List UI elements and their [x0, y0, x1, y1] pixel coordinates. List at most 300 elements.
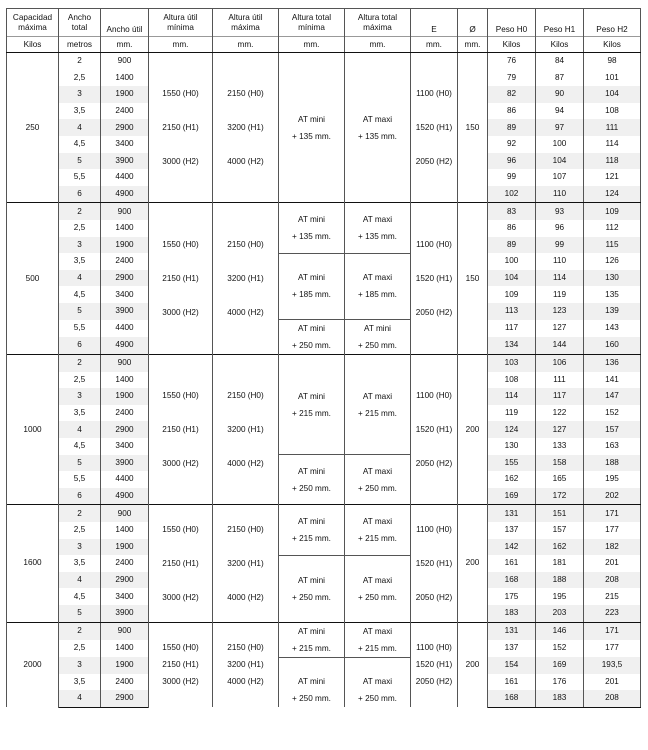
altura-min-h2: 3000 (H2): [162, 677, 199, 687]
peso-h1-cell: 119: [536, 286, 584, 303]
header-altura-total-maxima: Altura total máxima: [345, 9, 411, 37]
e-h1: 1520 (H1): [415, 660, 453, 670]
at-mini-offset: + 215 mm.: [292, 533, 331, 543]
altura-max-h1: 3200 (H1): [227, 123, 264, 133]
peso-h0-cell: 92: [488, 136, 536, 153]
e-h1: 1520 (H1): [415, 123, 453, 133]
ancho-util-cell: 2900: [101, 421, 149, 438]
at-mini-offset: + 250 mm.: [292, 592, 331, 602]
altura-max-h1: 3200 (H1): [227, 660, 264, 670]
e-h2: 2050 (H2): [415, 459, 453, 469]
peso-h2-cell: 223: [584, 605, 641, 622]
unit-diametro: mm.: [458, 37, 488, 53]
altura-max-h0: 2150 (H0): [227, 89, 264, 99]
ancho-util-cell: 3400: [101, 438, 149, 455]
peso-h0-cell: 102: [488, 186, 536, 203]
header-peso-h2: Peso H2: [584, 9, 641, 37]
ancho-util-cell: 1900: [101, 388, 149, 405]
ancho-total-cell: 3: [59, 237, 101, 254]
peso-h2-cell: 115: [584, 237, 641, 254]
peso-h2-cell: 118: [584, 153, 641, 170]
at-maxi-offset: + 215 mm.: [358, 643, 397, 653]
peso-h1-cell: 114: [536, 270, 584, 287]
table-row: [7, 505, 641, 522]
at-maxi-label: AT maxi: [362, 626, 393, 636]
peso-h1-cell: 165: [536, 471, 584, 488]
ancho-total-cell: 6: [59, 488, 101, 505]
peso-h2-cell: 130: [584, 270, 641, 287]
e-h0: 1100 (H0): [416, 89, 452, 99]
peso-h1-cell: 162: [536, 539, 584, 556]
peso-h2-cell: 208: [584, 690, 641, 707]
peso-h0-cell: 76: [488, 53, 536, 70]
ancho-util-cell: 900: [101, 355, 149, 372]
ancho-total-cell: 2,5: [59, 372, 101, 389]
ancho-total-cell: 4,5: [59, 286, 101, 303]
e-h1: 1520 (H1): [415, 425, 453, 435]
altura-min-h1: 2150 (H1): [162, 274, 199, 284]
e-h2: 2050 (H2): [415, 677, 453, 687]
ancho-util-cell: 900: [101, 53, 149, 70]
altura-total-minima-cell: [279, 622, 345, 657]
ancho-total-cell: 3,5: [59, 674, 101, 691]
peso-h0-cell: 154: [488, 657, 536, 674]
ancho-total-cell: 5: [59, 455, 101, 472]
ancho-total-cell: 4: [59, 270, 101, 287]
unit-capacidad: Kilos: [7, 37, 59, 53]
altura-util-maxima-cell: [213, 622, 279, 707]
peso-h0-cell: 96: [488, 153, 536, 170]
ancho-util-cell: 3400: [101, 588, 149, 605]
at-maxi-offset: + 135 mm.: [358, 131, 397, 141]
peso-h1-cell: 111: [536, 372, 584, 389]
table-row: [7, 555, 641, 572]
altura-util-minima-cell: [149, 203, 213, 355]
ancho-util-cell: 3900: [101, 153, 149, 170]
peso-h2-cell: 152: [584, 405, 641, 422]
ancho-total-cell: 5,5: [59, 169, 101, 186]
peso-h2-cell: 121: [584, 169, 641, 186]
e-h0: 1100 (H0): [416, 643, 452, 653]
at-mini-offset: + 215 mm.: [292, 643, 331, 653]
ancho-util-cell: 4900: [101, 337, 149, 355]
altura-total-minima-cell: [279, 657, 345, 707]
altura-max-h2: 4000 (H2): [227, 677, 264, 687]
altura-max-h1: 3200 (H1): [227, 425, 264, 435]
ancho-total-cell: 2,5: [59, 640, 101, 657]
at-maxi-label: AT maxi: [362, 214, 393, 224]
ancho-util-cell: 4900: [101, 186, 149, 203]
at-maxi-offset: + 250 mm.: [358, 592, 397, 602]
header-peso-h1: Peso H1: [536, 9, 584, 37]
altura-min-h1: 2150 (H1): [162, 660, 199, 670]
peso-h0-cell: 82: [488, 86, 536, 103]
peso-h2-cell: 188: [584, 455, 641, 472]
peso-h2-cell: 104: [584, 86, 641, 103]
altura-min-h2: 3000 (H2): [162, 592, 199, 602]
peso-h0-cell: 137: [488, 522, 536, 539]
peso-h1-cell: 90: [536, 86, 584, 103]
ancho-util-cell: 1900: [101, 539, 149, 556]
peso-h1-cell: 183: [536, 690, 584, 707]
altura-total-maxima-cell: [345, 622, 411, 657]
at-mini-label: AT mini: [298, 273, 325, 283]
peso-h1-cell: 123: [536, 303, 584, 320]
capacity-spec-table: [6, 8, 641, 708]
capacity-cell: 500: [7, 203, 59, 355]
ancho-total-cell: 3,5: [59, 555, 101, 572]
peso-h0-cell: 119: [488, 405, 536, 422]
peso-h1-cell: 117: [536, 388, 584, 405]
peso-h2-cell: 101: [584, 70, 641, 87]
ancho-total-cell: 3: [59, 657, 101, 674]
ancho-total-cell: 2: [59, 355, 101, 372]
header-ancho-util: Ancho útil: [101, 9, 149, 37]
at-mini-label: AT mini: [298, 324, 325, 333]
e-h1: 1520 (H1): [415, 558, 453, 568]
peso-h0-cell: 89: [488, 119, 536, 136]
ancho-util-cell: 2400: [101, 555, 149, 572]
ancho-total-cell: 5: [59, 605, 101, 622]
peso-h1-cell: 97: [536, 119, 584, 136]
ancho-util-cell: 1400: [101, 522, 149, 539]
e-h2: 2050 (H2): [415, 592, 453, 602]
ancho-total-cell: 3,5: [59, 253, 101, 270]
peso-h0-cell: 131: [488, 622, 536, 640]
peso-h1-cell: 104: [536, 153, 584, 170]
altura-total-minima-cell: [279, 355, 345, 455]
altura-total-maxima-cell: [345, 253, 411, 319]
e-cell: [411, 622, 458, 707]
peso-h0-cell: 124: [488, 421, 536, 438]
peso-h0-cell: 175: [488, 588, 536, 605]
peso-h1-cell: 107: [536, 169, 584, 186]
peso-h2-cell: 141: [584, 372, 641, 389]
diametro-cell: 150: [458, 203, 488, 355]
e-cell: [411, 355, 458, 505]
altura-util-maxima-cell: [213, 505, 279, 622]
peso-h2-cell: 193,5: [584, 657, 641, 674]
at-mini-label: AT mini: [298, 214, 325, 224]
peso-h1-cell: 96: [536, 220, 584, 237]
peso-h2-cell: 112: [584, 220, 641, 237]
peso-h0-cell: 161: [488, 555, 536, 572]
altura-total-maxima-cell: [345, 203, 411, 253]
ancho-total-cell: 4: [59, 421, 101, 438]
peso-h0-cell: 99: [488, 169, 536, 186]
ancho-util-cell: 2900: [101, 572, 149, 589]
at-mini-label: AT mini: [298, 626, 325, 636]
altura-min-h0: 1550 (H0): [162, 524, 199, 534]
at-maxi-label: AT maxi: [362, 677, 393, 687]
peso-h2-cell: 136: [584, 355, 641, 372]
peso-h1-cell: 106: [536, 355, 584, 372]
peso-h0-cell: 86: [488, 103, 536, 120]
altura-min-h0: 1550 (H0): [162, 240, 199, 250]
altura-max-h2: 4000 (H2): [227, 157, 264, 167]
peso-h2-cell: 215: [584, 588, 641, 605]
at-maxi-offset: + 250 mm.: [358, 341, 397, 350]
altura-util-maxima-cell: [213, 355, 279, 505]
capacity-cell: 250: [7, 53, 59, 203]
at-mini-offset: + 135 mm.: [292, 231, 331, 241]
unit-peso-h0: Kilos: [488, 37, 536, 53]
at-mini-label: AT mini: [298, 466, 325, 476]
ancho-util-cell: 2400: [101, 405, 149, 422]
altura-max-h0: 2150 (H0): [227, 240, 264, 250]
peso-h0-cell: 142: [488, 539, 536, 556]
peso-h0-cell: 134: [488, 337, 536, 355]
ancho-total-cell: 2,5: [59, 70, 101, 87]
peso-h0-cell: 89: [488, 237, 536, 254]
ancho-total-cell: 2: [59, 203, 101, 220]
peso-h2-cell: 195: [584, 471, 641, 488]
peso-h2-cell: 160: [584, 337, 641, 355]
altura-max-h0: 2150 (H0): [227, 643, 264, 653]
header-peso-h0: Peso H0: [488, 9, 536, 37]
at-maxi-label: AT mini: [364, 324, 391, 333]
table-row: [7, 203, 641, 220]
peso-h1-cell: 152: [536, 640, 584, 657]
altura-total-maxima-cell: [345, 657, 411, 707]
altura-total-minima-cell: [279, 455, 345, 505]
table-body: [7, 53, 641, 708]
peso-h2-cell: 157: [584, 421, 641, 438]
peso-h1-cell: 146: [536, 622, 584, 640]
peso-h2-cell: 98: [584, 53, 641, 70]
table-header: [7, 9, 641, 53]
header-diametro: Ø: [458, 9, 488, 37]
e-h0: 1100 (H0): [416, 391, 452, 401]
peso-h2-cell: 139: [584, 303, 641, 320]
at-maxi-offset: + 250 mm.: [358, 694, 397, 704]
peso-h1-cell: 176: [536, 674, 584, 691]
altura-total-maxima-cell: [345, 555, 411, 622]
altura-util-minima-cell: [149, 505, 213, 622]
e-cell: [411, 505, 458, 622]
diametro-cell: 150: [458, 53, 488, 203]
at-mini-offset: + 250 mm.: [292, 341, 331, 350]
altura-min-h2: 3000 (H2): [162, 308, 199, 318]
altura-max-h0: 2150 (H0): [227, 391, 264, 401]
header-e: E: [411, 9, 458, 37]
at-maxi-offset: + 215 mm.: [358, 408, 397, 418]
header-capacidad: Capacidad máxima: [7, 9, 59, 37]
peso-h0-cell: 168: [488, 690, 536, 707]
altura-total-minima-cell: [279, 203, 345, 253]
altura-max-h1: 3200 (H1): [227, 558, 264, 568]
table-row: [7, 253, 641, 270]
ancho-util-cell: 4900: [101, 488, 149, 505]
at-mini-offset: + 250 mm.: [292, 694, 331, 704]
peso-h1-cell: 122: [536, 405, 584, 422]
ancho-total-cell: 3: [59, 388, 101, 405]
altura-max-h2: 4000 (H2): [227, 459, 264, 469]
altura-max-h2: 4000 (H2): [227, 308, 264, 318]
peso-h2-cell: 201: [584, 674, 641, 691]
ancho-util-cell: 4400: [101, 471, 149, 488]
unit-peso-h2: Kilos: [584, 37, 641, 53]
peso-h2-cell: 109: [584, 203, 641, 220]
peso-h2-cell: 114: [584, 136, 641, 153]
peso-h1-cell: 99: [536, 237, 584, 254]
at-mini-label: AT mini: [298, 677, 325, 687]
altura-total-minima-cell: [279, 253, 345, 319]
ancho-total-cell: 4,5: [59, 438, 101, 455]
ancho-util-cell: 3900: [101, 455, 149, 472]
peso-h1-cell: 127: [536, 421, 584, 438]
e-cell: [411, 203, 458, 355]
capacity-cell: 1000: [7, 355, 59, 505]
peso-h2-cell: 143: [584, 320, 641, 337]
ancho-total-cell: 3,5: [59, 405, 101, 422]
peso-h0-cell: 83: [488, 203, 536, 220]
at-maxi-offset: + 215 mm.: [358, 533, 397, 543]
at-mini-offset: + 185 mm.: [292, 290, 331, 300]
altura-min-h2: 3000 (H2): [162, 157, 199, 167]
ancho-total-cell: 4: [59, 119, 101, 136]
altura-max-h1: 3200 (H1): [227, 274, 264, 284]
peso-h1-cell: 133: [536, 438, 584, 455]
peso-h1-cell: 188: [536, 572, 584, 589]
altura-util-minima-cell: [149, 355, 213, 505]
ancho-total-cell: 2,5: [59, 220, 101, 237]
diametro-cell: 200: [458, 622, 488, 707]
altura-total-minima-cell: [279, 505, 345, 555]
at-mini-label: AT mini: [298, 575, 325, 585]
ancho-total-cell: 2: [59, 53, 101, 70]
table-row: [7, 455, 641, 472]
ancho-util-cell: 3900: [101, 303, 149, 320]
peso-h0-cell: 79: [488, 70, 536, 87]
peso-h2-cell: 171: [584, 622, 641, 640]
peso-h2-cell: 111: [584, 119, 641, 136]
peso-h0-cell: 130: [488, 438, 536, 455]
capacity-cell: 1600: [7, 505, 59, 622]
at-maxi-label: AT maxi: [362, 114, 393, 124]
e-h0: 1100 (H0): [416, 524, 452, 534]
header-ancho-total: Ancho total: [59, 9, 101, 37]
unit-altura-total-minima: mm.: [279, 37, 345, 53]
unit-altura-util-maxima: mm.: [213, 37, 279, 53]
altura-min-h0: 1550 (H0): [162, 391, 199, 401]
ancho-util-cell: 900: [101, 622, 149, 640]
header-altura-util-maxima: Altura útil máxima: [213, 9, 279, 37]
altura-min-h0: 1550 (H0): [162, 643, 199, 653]
table-row: [7, 622, 641, 640]
ancho-util-cell: 4400: [101, 169, 149, 186]
ancho-util-cell: 2900: [101, 119, 149, 136]
altura-total-minima-cell: [279, 53, 345, 203]
altura-util-maxima-cell: [213, 203, 279, 355]
table-row: [7, 320, 641, 337]
at-maxi-label: AT maxi: [362, 466, 393, 476]
ancho-util-cell: 1400: [101, 220, 149, 237]
peso-h0-cell: 114: [488, 388, 536, 405]
table-row: [7, 355, 641, 372]
e-h0: 1100 (H0): [416, 240, 452, 250]
unit-altura-util-minima: mm.: [149, 37, 213, 53]
e-h1: 1520 (H1): [415, 274, 453, 284]
peso-h1-cell: 144: [536, 337, 584, 355]
ancho-total-cell: 3,5: [59, 103, 101, 120]
ancho-total-cell: 3: [59, 539, 101, 556]
ancho-total-cell: 4: [59, 572, 101, 589]
peso-h1-cell: 195: [536, 588, 584, 605]
peso-h0-cell: 108: [488, 372, 536, 389]
ancho-util-cell: 900: [101, 203, 149, 220]
altura-min-h2: 3000 (H2): [162, 459, 199, 469]
ancho-total-cell: 2: [59, 505, 101, 522]
altura-total-maxima-cell: [345, 505, 411, 555]
table-row: [7, 657, 641, 674]
at-maxi-offset: + 185 mm.: [358, 290, 397, 300]
ancho-util-cell: 2400: [101, 103, 149, 120]
peso-h0-cell: 169: [488, 488, 536, 505]
altura-util-minima-cell: [149, 53, 213, 203]
ancho-util-cell: 3900: [101, 605, 149, 622]
at-mini-label: AT mini: [298, 114, 325, 124]
ancho-util-cell: 2400: [101, 253, 149, 270]
capacity-cell: 2000: [7, 622, 59, 707]
diametro-cell: 200: [458, 505, 488, 622]
ancho-util-cell: 900: [101, 505, 149, 522]
altura-util-minima-cell: [149, 622, 213, 707]
unit-peso-h1: Kilos: [536, 37, 584, 53]
altura-max-h0: 2150 (H0): [227, 524, 264, 534]
peso-h0-cell: 183: [488, 605, 536, 622]
peso-h0-cell: 168: [488, 572, 536, 589]
ancho-total-cell: 5: [59, 153, 101, 170]
ancho-util-cell: 1900: [101, 237, 149, 254]
ancho-total-cell: 3: [59, 86, 101, 103]
at-maxi-label: AT maxi: [362, 575, 393, 585]
ancho-total-cell: 2,5: [59, 522, 101, 539]
unit-ancho-total: metros: [59, 37, 101, 53]
ancho-total-cell: 4,5: [59, 588, 101, 605]
peso-h0-cell: 161: [488, 674, 536, 691]
peso-h1-cell: 94: [536, 103, 584, 120]
unit-ancho-util: mm.: [101, 37, 149, 53]
peso-h2-cell: 163: [584, 438, 641, 455]
at-mini-offset: + 215 mm.: [292, 408, 331, 418]
peso-h1-cell: 127: [536, 320, 584, 337]
peso-h2-cell: 124: [584, 186, 641, 203]
altura-total-minima-cell: [279, 555, 345, 622]
ancho-total-cell: 6: [59, 337, 101, 355]
ancho-util-cell: 2400: [101, 674, 149, 691]
table-row: [7, 53, 641, 70]
peso-h2-cell: 208: [584, 572, 641, 589]
altura-util-maxima-cell: [213, 53, 279, 203]
ancho-util-cell: 2900: [101, 270, 149, 287]
peso-h1-cell: 100: [536, 136, 584, 153]
peso-h1-cell: 181: [536, 555, 584, 572]
ancho-util-cell: 3400: [101, 136, 149, 153]
peso-h0-cell: 162: [488, 471, 536, 488]
ancho-total-cell: 4,5: [59, 136, 101, 153]
ancho-util-cell: 1900: [101, 86, 149, 103]
ancho-total-cell: 5,5: [59, 320, 101, 337]
peso-h0-cell: 103: [488, 355, 536, 372]
peso-h0-cell: 117: [488, 320, 536, 337]
peso-h1-cell: 87: [536, 70, 584, 87]
peso-h2-cell: 177: [584, 640, 641, 657]
peso-h0-cell: 131: [488, 505, 536, 522]
altura-total-maxima-cell: [345, 53, 411, 203]
ancho-util-cell: 4400: [101, 320, 149, 337]
at-maxi-label: AT maxi: [362, 391, 393, 401]
